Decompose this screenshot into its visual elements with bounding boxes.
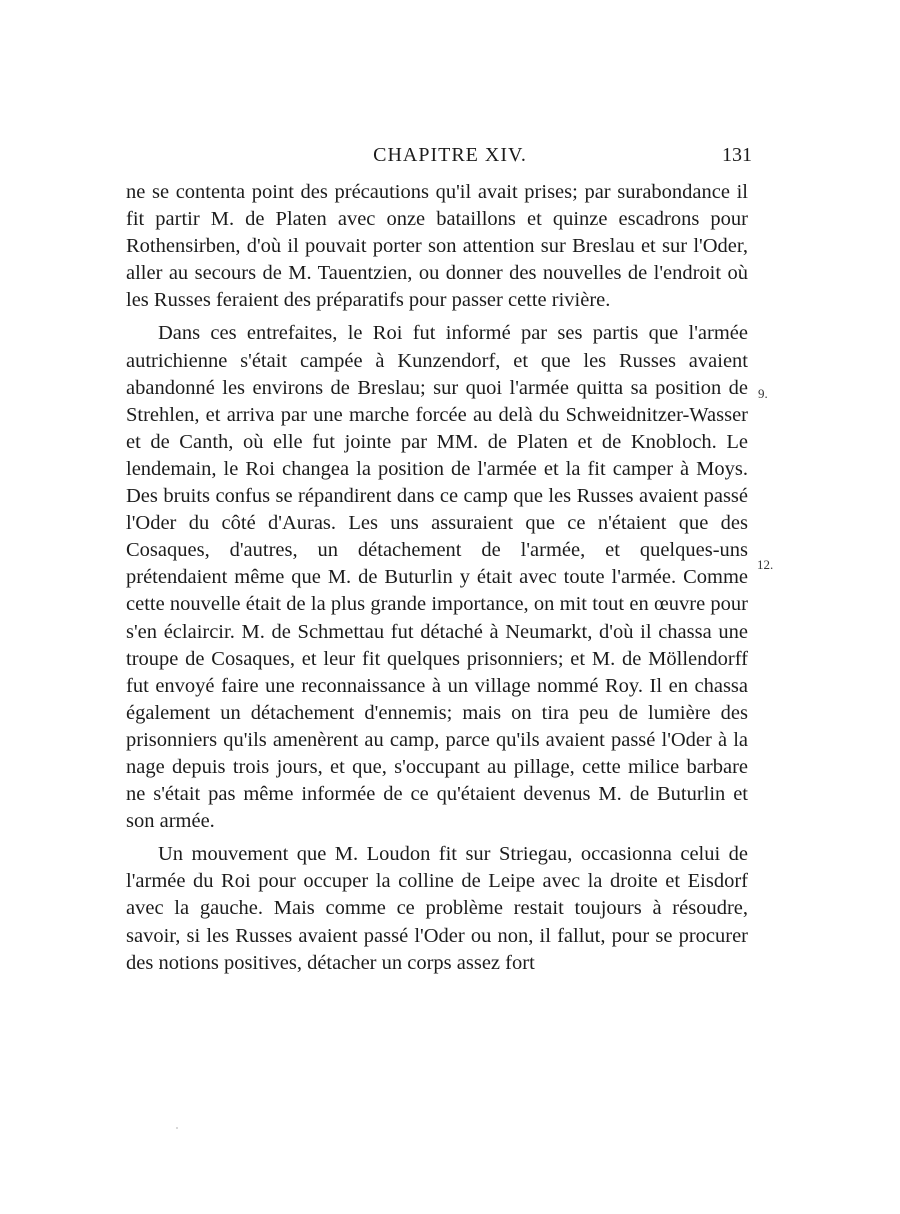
running-title: CHAPITRE XIV.: [373, 144, 527, 166]
paragraph-1: ne se contenta point des précautions qu'il avait prises; par surabondance il fit partir M. de Platen avec onze bataillons et quinze escadrons pour Rothensirben, d'où il pouvait porter son attention sur Breslau et sur l'Oder, aller au secours de M. Tauentzien, ou donner des nouvelles de l'endroit où les Russes feraient des préparatifs pour passer cette rivière.: [126, 181, 748, 312]
paragraph-3: Un mouvement que M. Loudon fit sur Striegau, occasionna celui de l'armée du Roi pour occuper la colline de Leipe avec la droite et Eisdorf avec la gauche. Mais comme ce problème restait toujours à résoudre, savoir, si les Russes avaient passé l'Oder ou non, il fallut, pour se procurer des notions positives, détacher un corps assez fort: [126, 843, 748, 974]
page-number: 131: [722, 144, 752, 166]
margin-note-date-12: 12.: [757, 557, 774, 572]
margin-note-date-9: 9.: [758, 386, 768, 401]
paper-speck: [176, 1127, 178, 1129]
paragraph-2: Dans ces entrefaites, le Roi fut informé par ses partis que l'armée autrichienne s'était campée à Kunzendorf, et que les Russes avaient abandonné les environs de Breslau; sur quoi l'armée quitta sa position de Strehlen, et arriva par une marche forcée au delà du Schweidnitzer-Wasser et de Canth, où elle fut jointe par MM. de Platen et de Knobloch. Le lendemain, le Roi changea la position de l'armée et la fit camper à Moys. Des bruits confus se répandirent dans ce camp que les Russes avaient passé l'Oder du côté d'Auras. Les uns assuraient que ce n'étaient que des Cosaques, d'autres, un détachement de l'armée, et quelques-uns prétendaient même que M. de Buturlin y était avec toute l'armée. Comme cette nouvelle était de la plus grande importance, on mit tout en œuvre pour s'en éclaircir. M. de Schmettau fut détaché à Neumarkt, d'où il chassa une troupe de Cosaques, et leur fit quelques prisonniers; et M. de Möllendorff fut envoyé faire une reconnaissance à un village nommé Roy. Il en chassa également un détachement d'ennemis; mais on tira peu de lumière des prisonniers qu'ils amenèrent au camp, parce qu'ils avaient passé l'Oder à la nage depuis trois jours, et que, s'occupant au pillage, cette milice barbare ne s'était pas même informée de ce qu'étaient devenus M. de Buturlin et son armée.: [126, 322, 748, 833]
body-text: [126, 179, 748, 977]
